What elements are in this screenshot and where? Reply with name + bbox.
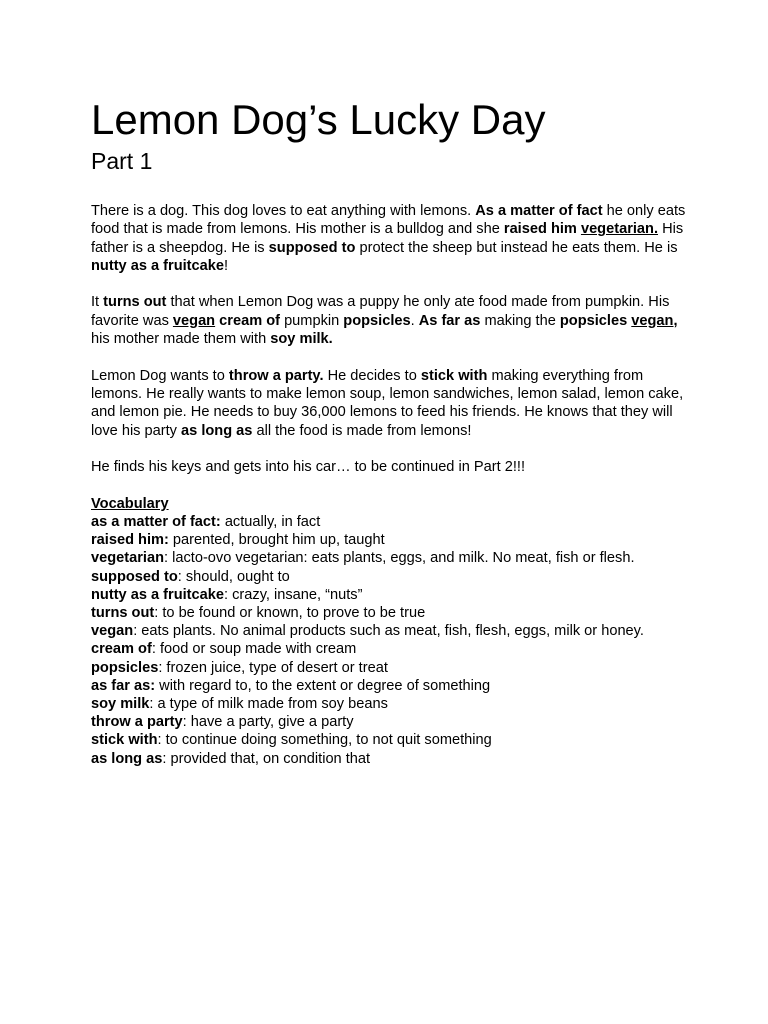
bold-term: stick with (420, 367, 488, 384)
vocabulary-definition: : to be found or known, to prove to be true (154, 605, 426, 622)
vocabulary-definition: : lacto-ovo vegetarian: eats plants, eggs, and milk. No meat, fish or flesh. (164, 550, 635, 567)
vocabulary-item (91, 513, 691, 531)
paragraph-1 (91, 202, 691, 275)
vocabulary-term: raised him: (91, 532, 169, 549)
vocabulary-item (91, 677, 691, 695)
vocabulary-heading: Vocabulary (91, 495, 169, 512)
vocabulary-item (91, 640, 691, 658)
bold-term: popsicles (559, 312, 628, 329)
bold-term: As far as (418, 312, 481, 329)
text-run: that when Lemon Dog was a puppy he only ate food made from pumpkin. His favorite was (91, 294, 670, 329)
bold-term: soy milk. (270, 331, 333, 348)
vocabulary-term: vegetarian (91, 550, 165, 567)
bold-underlined-term: vegan, (631, 312, 678, 329)
vocabulary-definition: : to continue doing something, to not quit something (157, 732, 492, 749)
bold-term: turns out (103, 294, 167, 311)
text-run: pumpkin (280, 312, 344, 329)
vocabulary-definition: : eats plants. No animal products such as meat, fish, flesh, eggs, milk or honey. (133, 623, 644, 640)
bold-term: raised him (503, 221, 577, 238)
vocabulary-term: nutty as a fruitcake (91, 586, 225, 603)
text-run: Lemon Dog wants to (91, 367, 229, 384)
document-subtitle: Part 1 (91, 148, 153, 174)
vocabulary-definition: : frozen juice, type of desert or treat (158, 659, 388, 676)
bold-term: cream of (219, 312, 281, 329)
vocabulary-term: as a matter of fact: (91, 514, 221, 531)
vocabulary-term: turns out (91, 605, 155, 622)
document-page (91, 94, 691, 768)
text-run: He decides to (323, 367, 421, 384)
vocabulary-definition: actually, in fact (220, 514, 321, 531)
vocabulary-term: cream of (91, 641, 152, 658)
text-run: His father is a sheepdog. He is (91, 221, 684, 256)
paragraph-4: He finds his keys and gets into his car… to be continued in Part 2!!! (91, 459, 525, 476)
text-run: his mother made them with (91, 331, 271, 348)
text-run: making the (480, 312, 560, 329)
vocabulary-definition: parented, brought him up, taught (168, 532, 385, 549)
vocabulary-definition: : a type of milk made from soy beans (149, 696, 388, 713)
vocabulary-item (91, 604, 691, 622)
vocabulary-definition: with regard to, to the extent or degree of something (155, 677, 491, 694)
paragraph-3 (91, 367, 691, 440)
vocabulary-term: as long as (91, 750, 163, 767)
bold-term: throw a party. (228, 367, 324, 384)
text-run: . (410, 312, 419, 329)
vocabulary-item (91, 568, 691, 586)
vocabulary-term: soy milk (91, 696, 150, 713)
vocabulary-definition: : should, ought to (177, 568, 290, 585)
vocabulary-definition: : have a party, give a party (182, 714, 354, 731)
vocabulary-item (91, 531, 691, 549)
vocabulary-term: popsicles (91, 659, 159, 676)
vocabulary-term: stick with (91, 732, 158, 749)
vocabulary-item (91, 695, 691, 713)
vocabulary-item (91, 549, 691, 567)
vocabulary-item (91, 586, 691, 604)
vocabulary-term: supposed to (91, 568, 178, 585)
text-run: all the food is made from lemons! (252, 422, 472, 439)
vocabulary-list (91, 513, 691, 768)
vocabulary-term: vegan (91, 623, 134, 640)
vocabulary-item (91, 713, 691, 731)
bold-term: supposed to (268, 239, 356, 256)
bold-term: nutty as a fruitcake (91, 257, 225, 274)
vocabulary-definition: : food or soup made with cream (151, 641, 357, 658)
bold-underlined-term: vegan (172, 312, 216, 329)
vocabulary-term: throw a party (91, 714, 183, 731)
text-run: protect the sheep but instead he eats them. He is (355, 239, 678, 256)
vocabulary-item (91, 659, 691, 677)
bold-underlined-term: vegetarian. (580, 221, 659, 238)
text-run: ! (224, 257, 229, 274)
text-run: There is a dog. This dog loves to eat anything with lemons. (91, 203, 476, 219)
vocabulary-definition: : provided that, on condition that (162, 750, 371, 767)
paragraph-2 (91, 293, 691, 348)
bold-term: as long as (181, 422, 253, 439)
vocabulary-item (91, 622, 691, 640)
vocabulary-term: as far as: (91, 677, 156, 694)
text-run: he only eats food that is made from lemons. His mother is a bulldog and she (91, 203, 686, 238)
bold-term: popsicles (343, 312, 411, 329)
bold-term: As a matter of fact (475, 203, 603, 219)
vocabulary-item (91, 750, 691, 768)
vocabulary-item (91, 731, 691, 749)
text-run: making everything from lemons. He really wants to make lemon soup, lemon sandwiches, lemon salad, lemon cake, and lemon pie. He needs to buy 36,000 lemons to feed his friends. He knows that they will love his party (91, 367, 684, 439)
document-title: Lemon Dog’s Lucky Day (91, 96, 546, 143)
text-run: It (91, 294, 104, 311)
vocabulary-definition: : crazy, insane, “nuts” (224, 586, 363, 603)
